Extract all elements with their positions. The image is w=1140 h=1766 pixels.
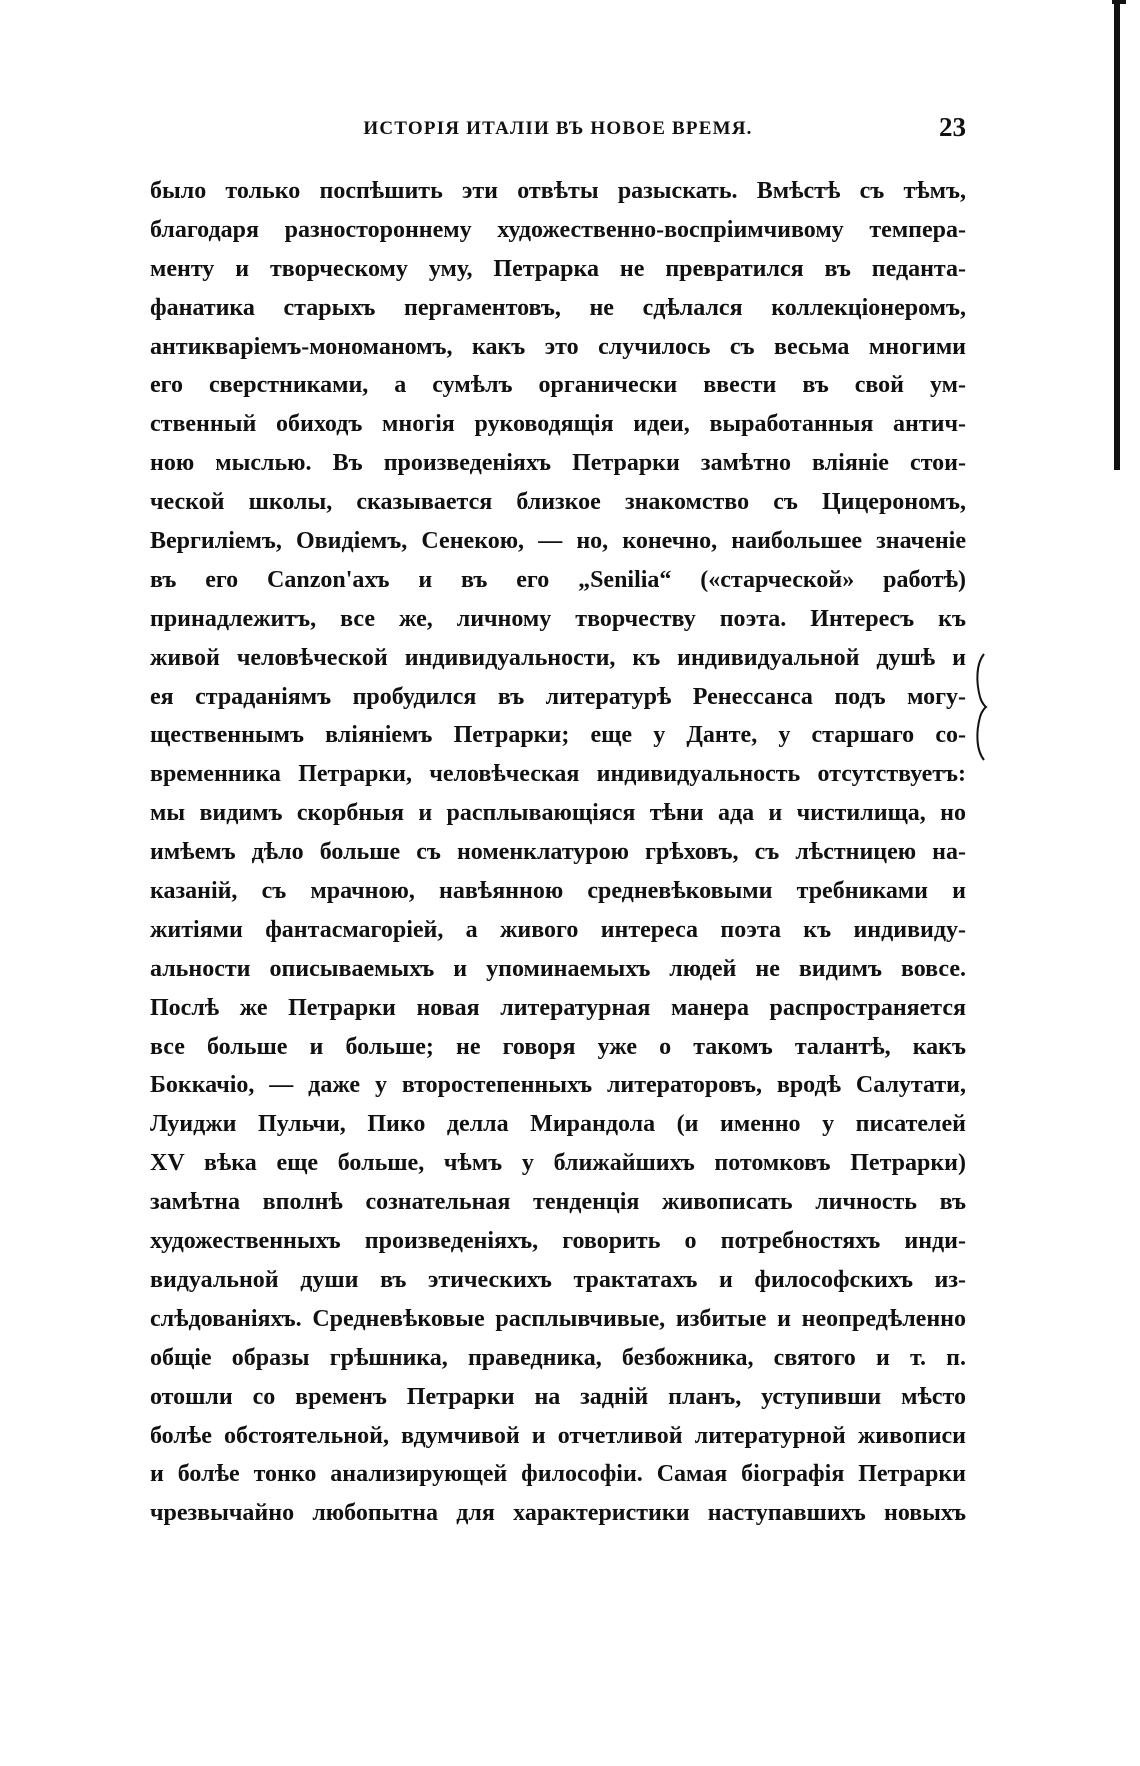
text-line: Послѣ же Петрарки новая литературная манера распространяется — [150, 994, 966, 1021]
margin-brace-mark — [974, 652, 988, 762]
text-line: и болѣе тонко анализирующей философіи. Самая біографія Петрарки — [150, 1461, 966, 1488]
running-title: ИСТОРІЯ ИТАЛІИ ВЪ НОВОЕ ВРЕМЯ. — [363, 118, 753, 139]
text-line: было только поспѣшить эти отвѣты разыскать. Вмѣстѣ съ тѣмъ, — [150, 178, 966, 204]
text-line: живой человѣческой индивидуальности, къ индивидуальной душѣ и — [150, 644, 966, 671]
page-number: 23 — [939, 112, 966, 142]
text-line: казаній, съ мрачною, навѣянною средневѣковыми требниками и — [150, 878, 966, 905]
text-line: отошли со временъ Петрарки на задній планъ, уступивши мѣсто — [150, 1383, 966, 1410]
text-line: въ его Canzon'ахъ и въ его „Senilia“ («старческой» работѣ) — [150, 566, 966, 593]
text-line: благодаря разностороннему художественно-воспріимчивому темпера- — [150, 216, 966, 243]
text-line: Боккачіо, — даже у второстепенныхъ литераторовъ, вродѣ Салутати, — [150, 1072, 966, 1099]
text-line: ея страданіямъ пробудился въ литературѣ Ренессанса подъ могу- — [150, 683, 966, 710]
text-line: болѣе обстоятельной, вдумчивой и отчетливой литературной живописи — [150, 1422, 966, 1449]
text-line: временника Петрарки, человѣческая индивидуальность отсутствуетъ: — [150, 761, 966, 788]
text-line: житіями фантасмагоріей, а живого интереса поэта къ индивиду- — [150, 916, 966, 943]
running-head — [150, 112, 966, 148]
text-line: его сверстниками, а сумѣлъ органически ввести въ свой ум- — [150, 372, 966, 399]
text-line: фанатика старыхъ пергаментовъ, не сдѣлался коллекціонеромъ, — [150, 294, 966, 321]
text-line: щественнымъ вліяніемъ Петрарки; еще у Данте, у старшаго со- — [150, 722, 966, 749]
text-line: XV вѣка еще больше, чѣмъ у ближайшихъ потомковъ Петрарки) — [150, 1150, 966, 1177]
text-line: художественныхъ произведеніяхъ, говорить о потребностяхъ инди- — [150, 1228, 966, 1255]
text-line: альности описываемыхъ и упоминаемыхъ людей не видимъ вовсе. — [150, 955, 966, 982]
body-text — [150, 172, 966, 1533]
text-line: ственный обиходъ многія руководящія идеи, выработанныя антич- — [150, 411, 966, 438]
binding-edge-mark — [1112, 0, 1126, 4]
text-line: все больше и больше; не говоря уже о такомъ талантѣ, какъ — [150, 1033, 966, 1060]
text-line: мы видимъ скорбныя и расплывающіяся тѣни ада и чистилища, но — [150, 800, 966, 827]
text-line: замѣтна вполнѣ сознательная тенденція живописать личность въ — [150, 1189, 966, 1216]
text-line: ческой школы, сказывается близкое знакомство съ Цицерономъ, — [150, 489, 966, 516]
text-line: принадлежитъ, все же, личному творчеству поэта. Интересъ къ — [150, 605, 966, 632]
binding-edge-rule — [1114, 0, 1120, 470]
text-line: слѣдованіяхъ. Средневѣковые расплывчивые, избитые и неопредѣленно — [150, 1305, 966, 1332]
text-line: чрезвычайно любопытна для характеристики наступавшихъ новыхъ — [150, 1500, 966, 1527]
text-line: видуальной души въ этическихъ трактатахъ и философскихъ из- — [150, 1266, 966, 1293]
text-line: менту и творческому уму, Петрарка не превратился въ педанта- — [150, 255, 966, 282]
text-line: общіе образы грѣшника, праведника, безбожника, святого и т. п. — [150, 1344, 966, 1371]
text-line: Луиджи Пульчи, Пико делла Мирандола (и именно у писателей — [150, 1111, 966, 1138]
text-line: антикваріемъ-мономаномъ, какъ это случилось съ весьма многими — [150, 333, 966, 360]
text-line: ною мыслью. Въ произведеніяхъ Петрарки замѣтно вліяніе стои- — [150, 450, 966, 477]
text-line: Вергиліемъ, Овидіемъ, Сенекою, — но, конечно, наибольшее значеніе — [150, 528, 966, 555]
text-line: имѣемъ дѣло больше съ номенклатурою грѣховъ, съ лѣстницею на- — [150, 839, 966, 866]
